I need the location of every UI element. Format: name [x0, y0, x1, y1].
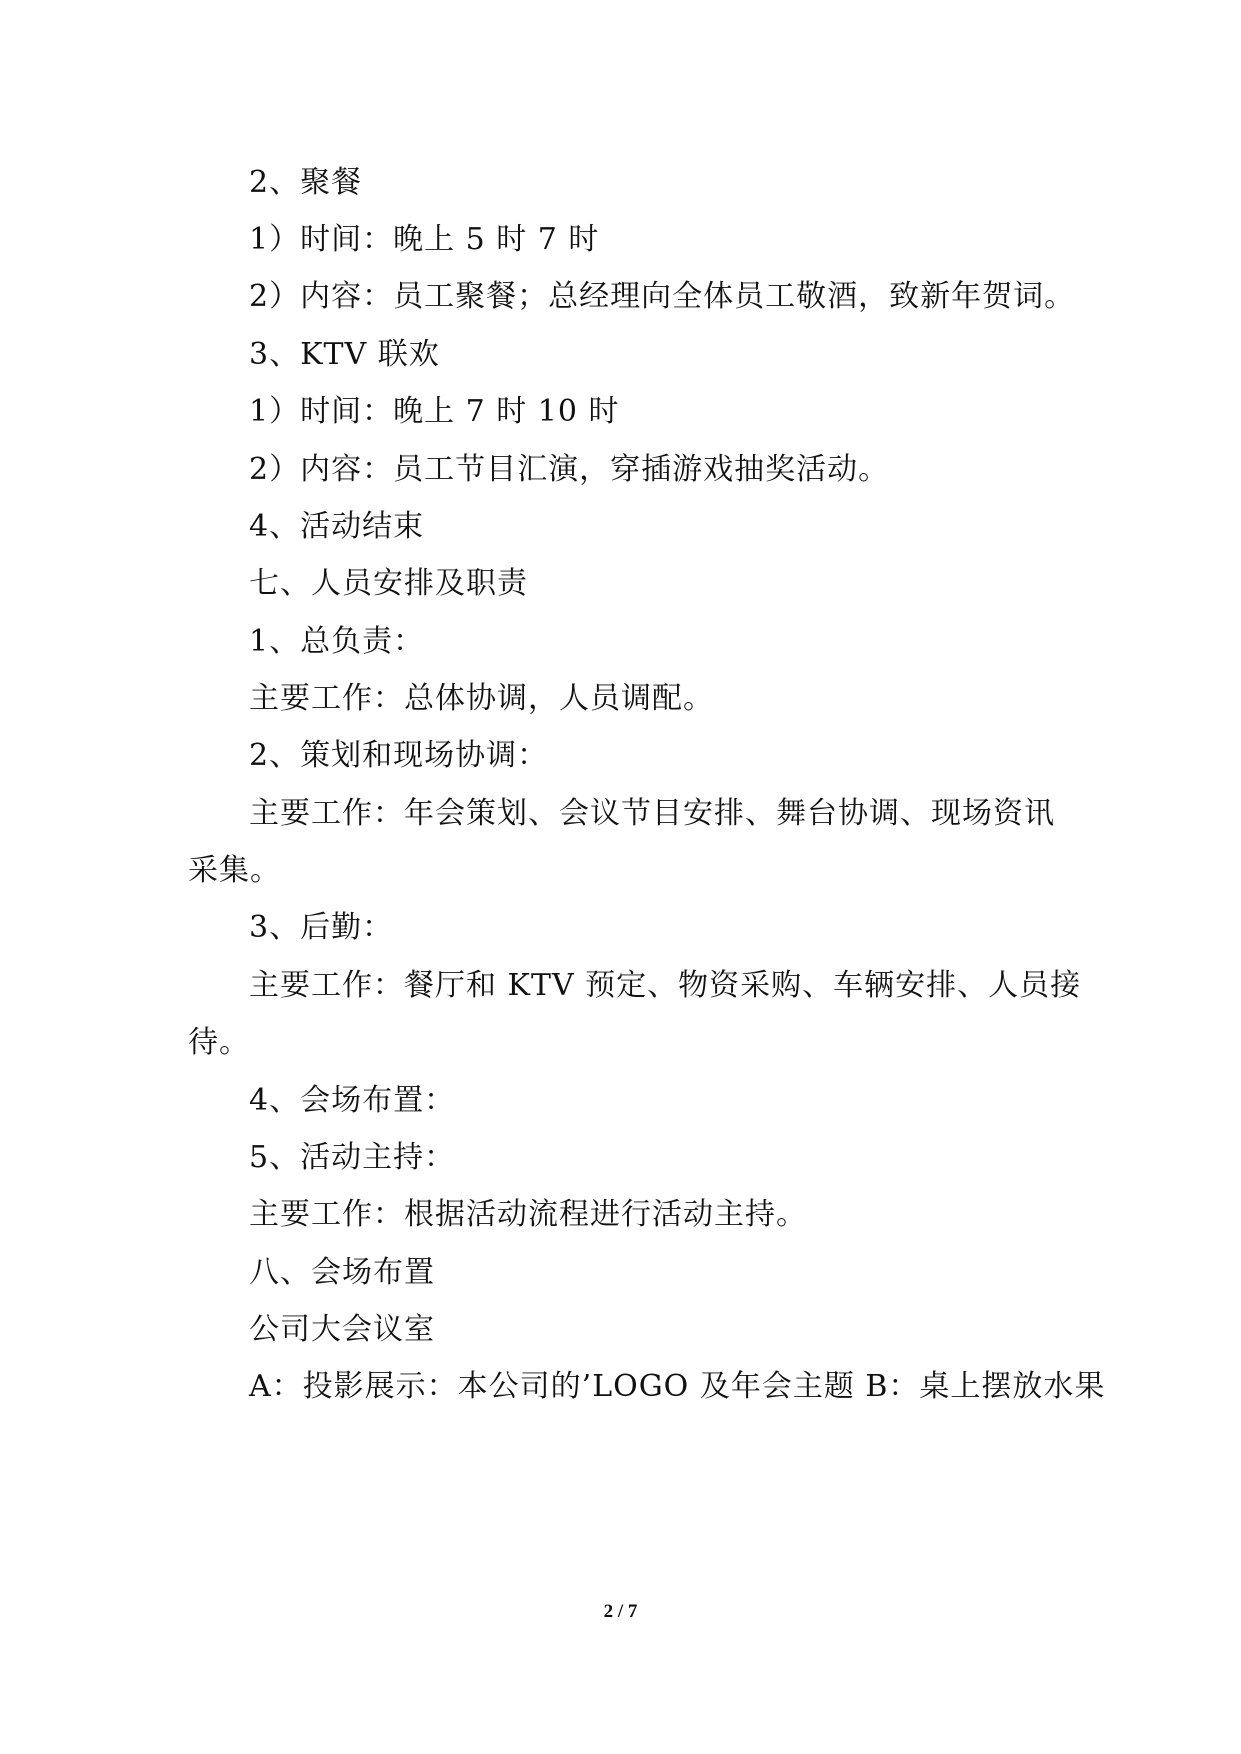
page-number: 2 / 7 [603, 1601, 638, 1622]
role-host-duties: 主要工作：根据活动流程进行活动主持。 [249, 1197, 807, 1232]
role-planning-duties-cont: 采集。 [188, 853, 281, 888]
role-host: 5、活动主持： [249, 1140, 456, 1175]
heading-activity-end: 4、活动结束 [249, 509, 425, 544]
venue-name: 公司大会议室 [249, 1312, 435, 1347]
dinner-content: 2）内容：员工聚餐；总经理向全体员工敬酒，致新年贺词。 [249, 279, 1076, 314]
ktv-content: 2）内容：员工节目汇演，穿插游戏抽奖活动。 [249, 452, 890, 487]
role-overall-lead-duties: 主要工作：总体协调，人员调配。 [249, 681, 714, 716]
section-heading-venue: 八、会场布置 [249, 1255, 435, 1290]
ktv-time: 1）时间：晚上 7 时 10 时 [249, 394, 620, 429]
heading-dinner: 2、聚餐 [249, 165, 363, 200]
section-heading-staffing: 七、人员安排及职责 [249, 566, 528, 601]
role-planning: 2、策划和现场协调： [249, 738, 549, 773]
dinner-time: 1）时间：晚上 5 时 7 时 [249, 222, 600, 257]
role-logistics: 3、后勤： [249, 910, 394, 945]
role-logistics-duties-cont: 待。 [188, 1025, 250, 1060]
venue-details: A：投影展示：本公司的’LOGO 及年会主题 B：桌上摆放水果 [249, 1369, 1106, 1404]
role-logistics-duties: 主要工作：餐厅和 KTV 预定、物资采购、车辆安排、人员接 [249, 968, 1082, 1003]
role-overall-lead: 1、总负责： [249, 624, 425, 659]
role-planning-duties: 主要工作：年会策划、会议节目安排、舞台协调、现场资讯 [249, 796, 1055, 831]
heading-ktv: 3、KTV 联欢 [249, 337, 440, 372]
role-venue-setup: 4、会场布置： [249, 1083, 456, 1118]
